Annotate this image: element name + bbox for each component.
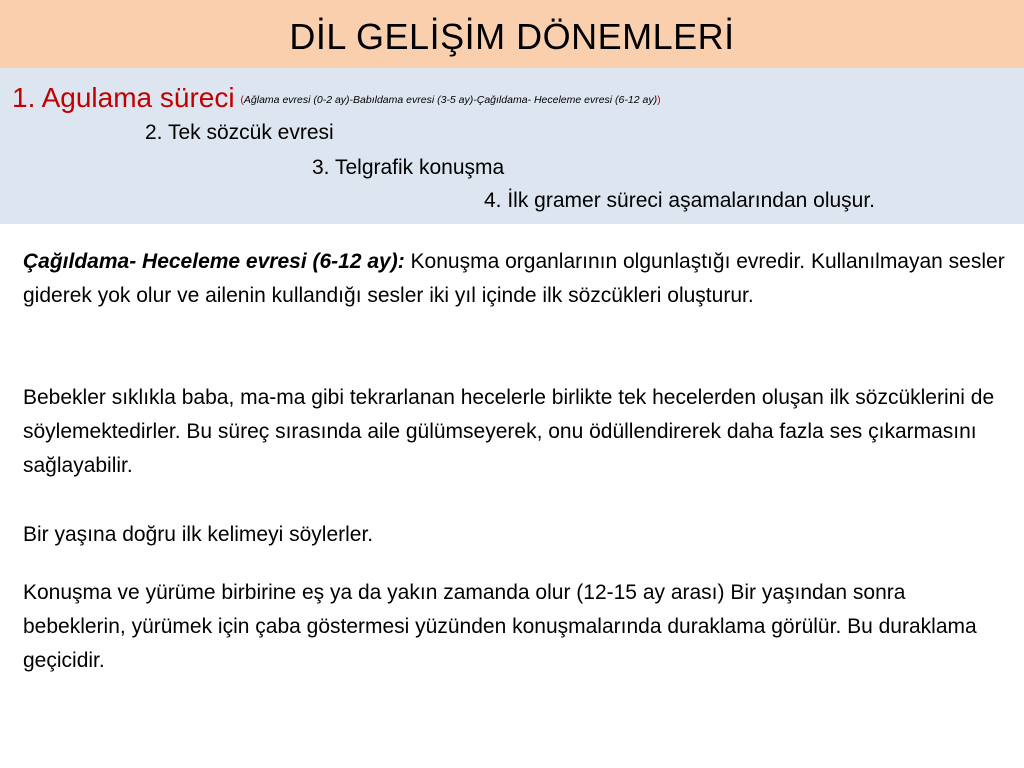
- paragraph-3: Bir yaşına doğru ilk kelimeyi söylerler.: [23, 523, 374, 546]
- stage-1-label: 1. Agulama süreci: [12, 82, 235, 113]
- stages-box: [0, 68, 1024, 224]
- stage-2-label: 2. Tek sözcük evresi: [145, 121, 334, 144]
- paragraph-1-term: Çağıldama- Heceleme evresi (6-12 ay):: [23, 250, 405, 273]
- paragraph-1: [23, 245, 1008, 313]
- stage-1-note: [240, 94, 660, 106]
- paragraph-1-text: Konuşma organlarının olgunlaştığı evredir. Kullanılmayan sesler giderek yok olur ve ailenin kullandığı sesler iki yıl içinde ilk sözcükleri oluşturur.: [23, 250, 1005, 307]
- stage-1: [12, 82, 661, 114]
- stage-1-note-text: Ağlama evresi (0-2 ay)-Babıldama evresi (3-5 ay)-Çağıldama- Heceleme evresi (6-12 ay): [243, 94, 658, 106]
- paragraph-2: Bebekler sıklıkla baba, ma-ma gibi tekrarlanan hecelerle birlikte tek hecelerden oluşan ilk sözcüklerini de söylemektedirler. Bu süreç sırasında aile gülümseyerek, onu ödüllendirerek daha fazla ses çıkarmasını sağlayabilir.: [23, 386, 995, 477]
- paragraph-4: Konuşma ve yürüme birbirine eş ya da yakın zamanda olur (12-15 ay arası) Bir yaşından sonra bebeklerin, yürümek için çaba göstermesi yüzünden konuşmalarında duraklama görülür. Bu duraklama geçicidir.: [23, 581, 977, 672]
- stage-1-open-paren: (: [240, 94, 244, 106]
- stage-3-label: 3. Telgrafik konuşma: [312, 156, 505, 179]
- slide-title: DİL GELİŞİM DÖNEMLERİ: [289, 16, 735, 57]
- stage-1-close-paren: ): [657, 94, 661, 106]
- stage-4-label: 4. İlk gramer süreci aşamalarından oluşur.: [484, 189, 876, 212]
- title-bar: [0, 0, 1024, 68]
